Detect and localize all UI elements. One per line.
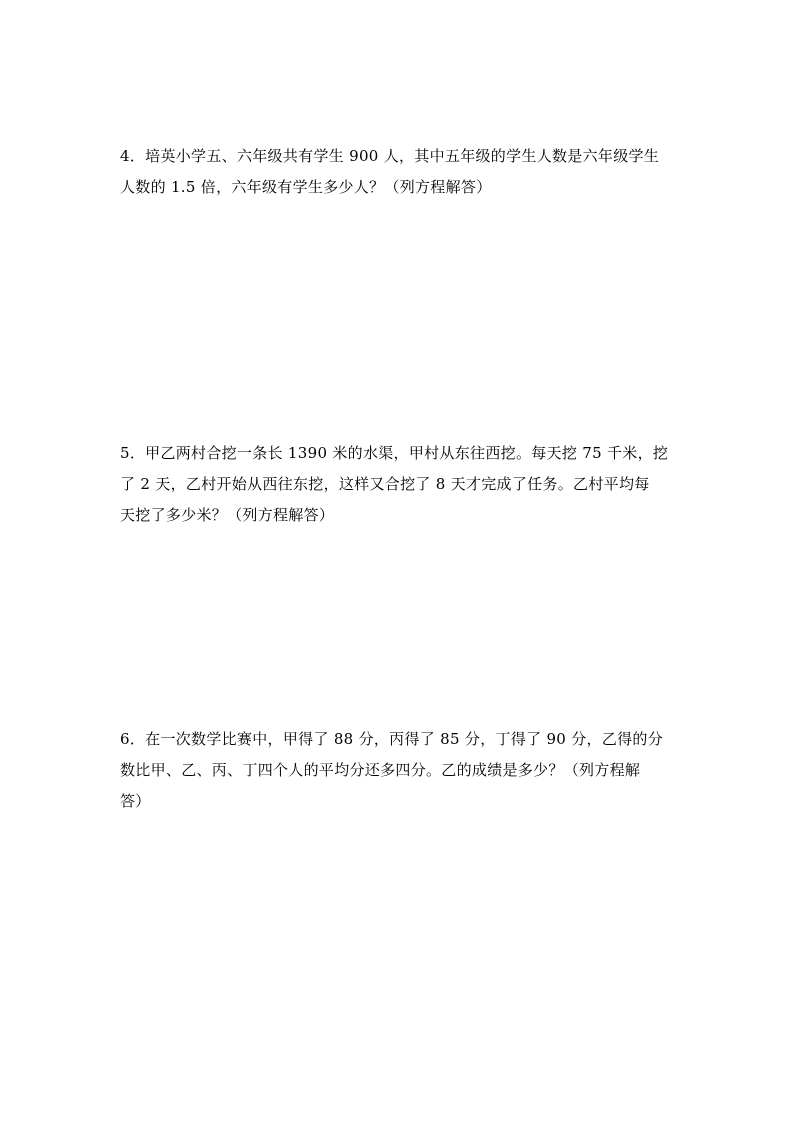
problem-6 [120,724,680,817]
problem-5-line-2: 了 2 天，乙村开始从西往东挖，这样又合挖了 8 天才完成了任务。乙村平均每 [120,475,650,493]
problem-5 [120,438,680,531]
problem-6-line-1: 6．在一次数学比赛中，甲得了 88 分，丙得了 85 分，丁得了 90 分，乙得的分 [120,730,664,748]
problem-4-line-2: 人数的 1.5 倍，六年级有学生多少人？（列方程解答） [120,178,492,196]
problem-6-line-2: 数比甲、乙、丙、丁四个人的平均分还多四分。乙的成绩是多少？（列方程解 [120,761,641,779]
problem-5-line-1: 5．甲乙两村合挖一条长 1390 米的水渠，甲村从东往西挖。每天挖 75 千米，挖 [120,444,669,462]
problem-4 [120,141,680,203]
problem-5-line-3: 天挖了多少米？（列方程解答） [120,506,335,524]
problem-6-line-3: 答） [120,792,151,810]
problem-4-line-1: 4．培英小学五、六年级共有学生 900 人，其中五年级的学生人数是六年级学生 [120,147,660,165]
